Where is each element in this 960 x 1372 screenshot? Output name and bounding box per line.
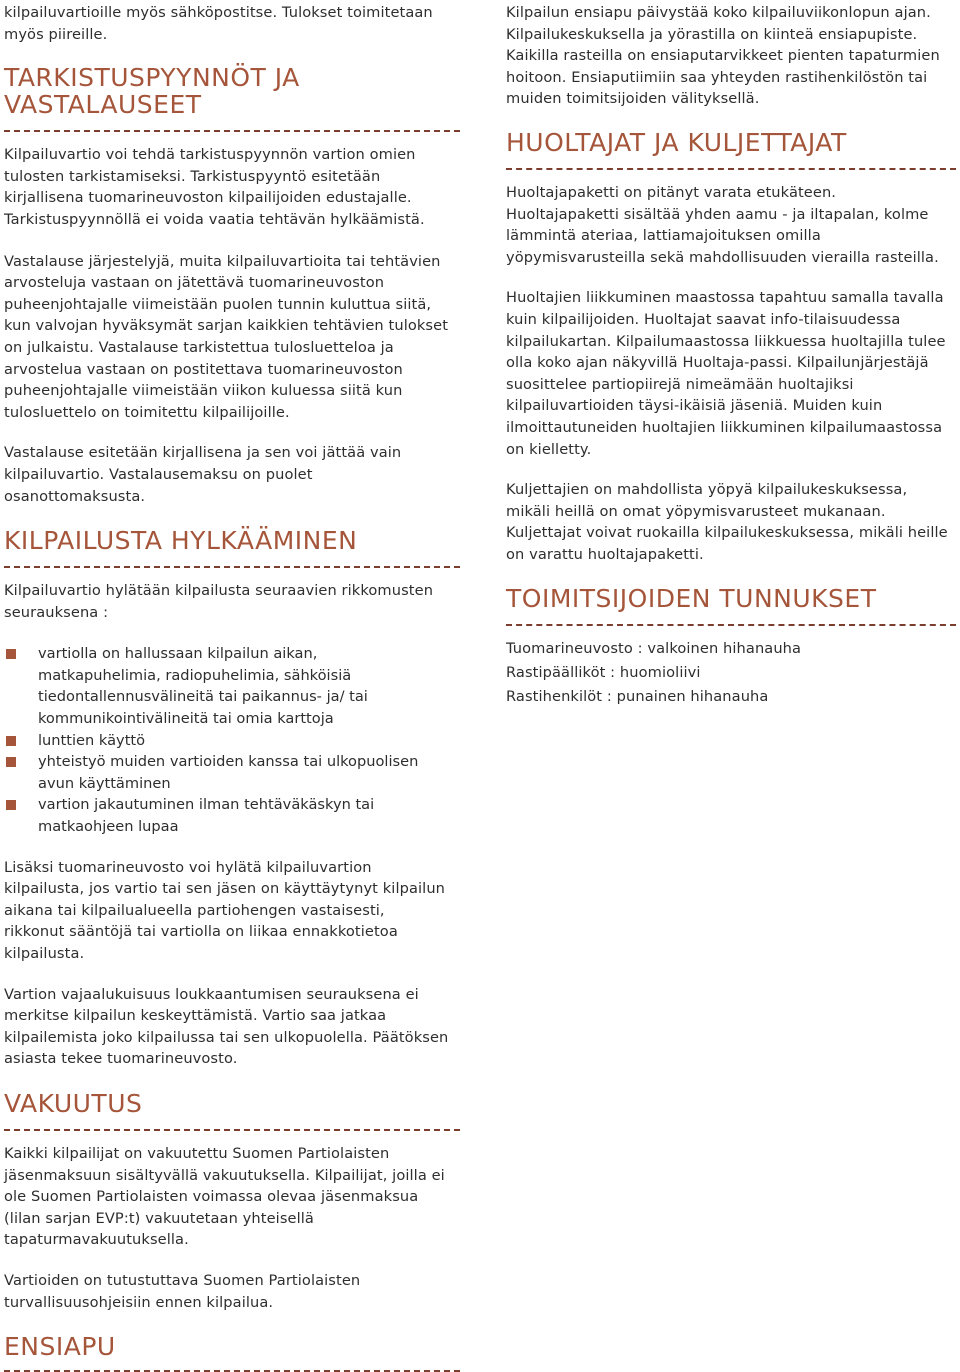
square-bullet-icon xyxy=(6,800,16,810)
intro-paragraph: kilpailuvartioille myös sähköpostitse. Tulokset toimitetaan myös piireille. xyxy=(4,4,433,43)
huoltajat-paragraph-2: Huoltajien liikkuminen maastossa tapahtuu samalla tavalla kuin kilpailijoiden. Huoltajat saavat info-tilaisuudessa kilpailukartan. Kilpailumaastossa liikkuessa huoltajilla tulee olla koko ajan näkyvillä Huoltaja-passi. Kilpailunjärjestäjä suosittelee partiopiirejä nimeämään huoltajiksi kilpailuvartioiden täysi-ikäisiä jäseniä. Muiden kuin ilmoittautuneiden huoltajien liikkuminen kilpailumaastossa on kielletty. xyxy=(506,289,946,458)
section-divider xyxy=(4,130,460,132)
section-divider xyxy=(4,1129,460,1131)
section-heading-tarkistus: TARKISTUSPYYNNÖT JA VASTALAUSEET xyxy=(4,63,300,120)
left-column xyxy=(4,0,460,1372)
list-item xyxy=(4,751,460,794)
tunnus-line: Rastipäälliköt : huomioliivi xyxy=(506,664,701,682)
list-item-text: yhteistyö muiden vartioiden kanssa tai ulkopuolisen avun käyttäminen xyxy=(38,753,419,792)
vakuutus-paragraph-2: Vartioiden on tutustuttava Suomen Partiolaisten turvallisuusohjeisiin ennen kilpailua. xyxy=(4,1271,361,1311)
section-heading-hylkaaminen: KILPAILUSTA HYLKÄÄMINEN xyxy=(4,526,358,556)
list-item xyxy=(4,730,460,752)
tunnus-line: Tuomarineuvosto : valkoinen hihanauha xyxy=(506,640,802,658)
section-heading-tunnukset: TOIMITSIJOIDEN TUNNUKSET xyxy=(506,584,877,614)
huoltajat-paragraph-3: Kuljettajien on mahdollista yöpyä kilpailukeskuksessa, mikäli heillä on omat yöpymisvarusteet mukanaan. Kuljettajat voivat ruokailla kilpailukeskuksessa, mikäli heille on varattu huoltajapaketti. xyxy=(506,481,948,563)
square-bullet-icon xyxy=(6,736,16,746)
tarkistus-paragraph-3: Vastalause esitetään kirjallisena ja sen voi jättää vain kilpailuvartio. Vastalausemaksu on puolet osanottomaksusta. xyxy=(4,444,402,505)
square-bullet-icon xyxy=(6,649,16,659)
huoltajat-paragraph-1: Huoltajapaketti on pitänyt varata etukäteen. Huoltajapaketti sisältää yhden aamu - ja iltapalan, kolme lämmintä ateriaa, lattiamajoituksen omilla yöpymisvarusteilla sekä mahdollisuuden vierailla rasteilla. xyxy=(506,183,939,266)
violations-list xyxy=(4,643,460,837)
square-bullet-icon xyxy=(6,757,16,767)
tarkistus-paragraph-2: Vastalause järjestelyjä, muita kilpailuvartioita tai tehtävien arvosteluja vastaan on jätettävä tuomarineuvoston puheenjohtajalle viimeistään puolen tunnin kuluttua siitä, kun valvojan hyväksymät sarjan kaikkien tehtävien tulokset on julkaistu. Vastalause tarkistettua tulosluetteloa ja arvostelua vastaan on postitettava tuomarineuvoston puheenjohtajalle viimeistään viikon kuluessa siitä kun tulosluettelo on toimitettu kilpailijoille. xyxy=(4,252,449,421)
section-heading-vakuutus: VAKUUTUS xyxy=(4,1088,143,1118)
right-column xyxy=(506,0,956,707)
list-item-text: vartiolla on hallussaan kilpailun aikan, matkapuhelimia, radiopuhelimia, sähköisiä tiedontallennusvälineitä tai paikannus- ja/ tai kommunikointivälineitä tai omia karttoja xyxy=(38,645,368,728)
list-item-text: lunttien käyttö xyxy=(38,731,146,749)
tarkistus-paragraph-1: Kilpailuvartio voi tehdä tarkistuspyynnön vartion omien tulosten tarkistamiseksi. Tarkistuspyyntö esitetään kirjallisena tuomarineuvoston kilpailijoiden edustajalle. Tarkistuspyynnöllä ei voida vaatia tehtävän hylkäämistä. xyxy=(4,146,425,228)
hylkaaminen-paragraph-2: Lisäksi tuomarineuvosto voi hylätä kilpailuvartion kilpailusta, jos vartio tai sen jäsen on käyttäytynyt kilpailun aikana tai kilpailualueella partiohengen vastaisesti, rikkonut sääntöjä tai vartiolla on liikaa ennakkotietoa kilpailusta. xyxy=(4,858,446,962)
list-item-text: vartion jakautuminen ilman tehtäväkäskyn tai matkaohjeen lupaa xyxy=(38,796,375,836)
section-divider xyxy=(506,168,956,170)
tunnukset-list xyxy=(506,638,956,707)
section-divider xyxy=(4,566,460,568)
list-item xyxy=(4,643,460,729)
section-heading-huoltajat: HUOLTAJAT JA KULJETTAJAT xyxy=(506,127,847,157)
ensiapu-paragraph: Kilpailun ensiapu päivystää koko kilpailuviikonlopun ajan. Kilpailukeskuksella ja yörastilla on kiinteä ensiapupiste. Kaikilla rasteilla on ensiaputarvikkeet pienten tapaturmien hoitoon. Ensiaputiimiin saa yhteyden rastihenkilöstön tai muiden toimitsijoiden välityksellä. xyxy=(506,4,940,108)
hylkaaminen-paragraph-3: Vartion vajaalukuisuus loukkaantumisen seurauksena ei merkitse kilpailun keskeyttämistä. Vartio saa jatkaa kilpailemista joko kilpailussa tai sen ulkopuolella. Päätöksen asiasta tekee tuomarineuvosto. xyxy=(4,985,449,1068)
tunnus-line: Rastihenkilöt : punainen hihanauha xyxy=(506,687,769,705)
section-heading-ensiapu: ENSIAPU xyxy=(4,1332,116,1362)
section-divider xyxy=(506,624,956,626)
hylkaaminen-paragraph-1: Kilpailuvartio hylätään kilpailusta seuraavien rikkomusten seurauksena : xyxy=(4,582,434,621)
vakuutus-paragraph-1: Kaikki kilpailijat on vakuutettu Suomen Partiolaisten jäsenmaksuun sisältyvällä vakuutuksella. Kilpailijat, joilla ei ole Suomen Partiolaisten voimassa olevaa jäsenmaksua (lilan sarjan EVP:t) vakuutetaan yhteisellä tapaturmavakuutuksella. xyxy=(4,1144,445,1249)
list-item xyxy=(4,794,460,837)
